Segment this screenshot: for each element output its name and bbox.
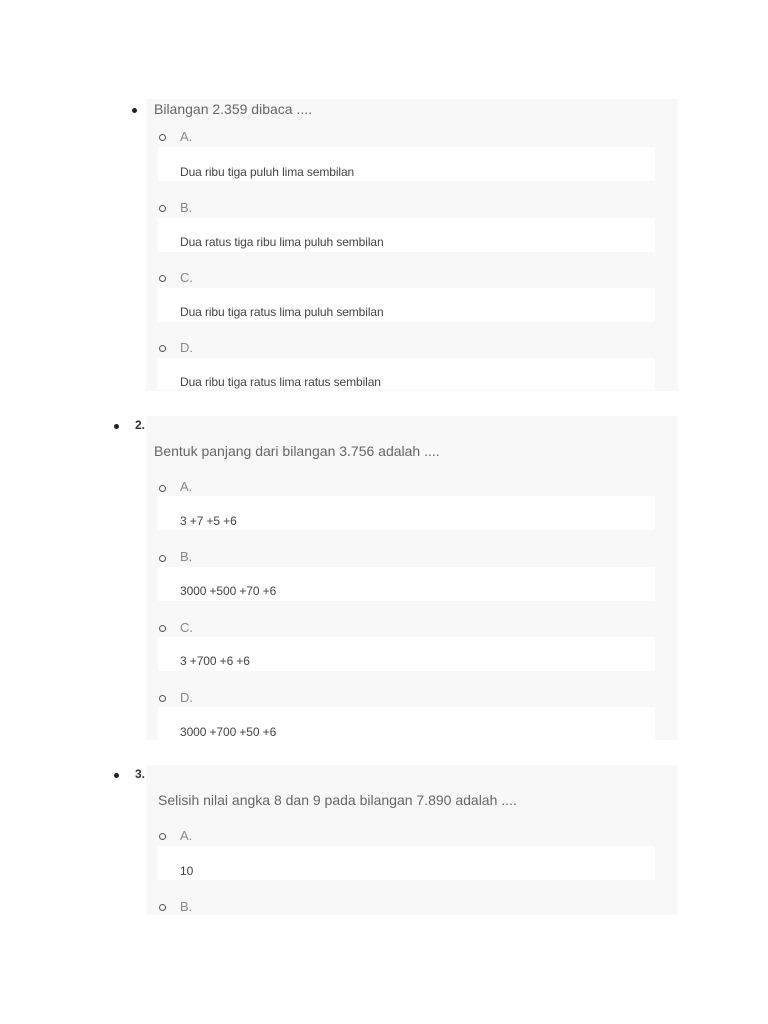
option-letter: C. [180,620,193,635]
option-bullet [159,904,166,911]
option-bullet [159,485,166,492]
option-answer[interactable]: 3 +700 +6 +6 [180,654,250,668]
option-bullet [159,205,166,212]
option-bullet [159,345,166,352]
question-bullet [114,424,119,429]
question-bullet [132,108,137,113]
option-letter: D. [180,690,193,705]
option-bullet [159,555,166,562]
answer-row [158,846,655,880]
option-answer[interactable]: 3000 +500 +70 +6 [180,584,277,598]
option-bullet [159,833,166,840]
option-letter: D. [180,340,193,355]
option-answer[interactable]: Dua ribu tiga ratus lima ratus sembilan [180,375,381,389]
option-answer[interactable]: 3000 +700 +50 +6 [180,725,277,739]
question-text: Selisih nilai angka 8 dan 9 pada bilangan 7.890 adalah .... [158,792,517,808]
option-bullet [159,275,166,282]
option-bullet [159,625,166,632]
option-answer[interactable]: Dua ribu tiga puluh lima sembilan [180,165,355,179]
option-answer[interactable]: 3 +7 +5 +6 [180,514,237,528]
question-number: 3. [135,767,146,781]
option-letter: A. [180,828,193,843]
question-number: 2. [135,418,146,432]
option-answer[interactable]: Dua ribu tiga ratus lima puluh sembilan [180,305,384,319]
question-text: Bilangan 2.359 dibaca .... [154,101,313,117]
option-answer[interactable]: Dua ratus tiga ribu lima puluh sembilan [180,235,384,249]
option-letter: B. [180,549,193,564]
option-letter: A. [180,129,193,144]
option-letter: B. [180,200,193,215]
option-bullet [159,134,166,141]
option-letter: C. [180,270,193,285]
question-block-3 [146,765,678,915]
question-bullet [114,773,119,778]
option-answer[interactable]: 10 [180,864,194,878]
question-text: Bentuk panjang dari bilangan 3.756 adalah .... [154,443,440,459]
option-letter: A. [180,479,193,494]
option-bullet [159,695,166,702]
option-letter: B. [180,899,193,914]
